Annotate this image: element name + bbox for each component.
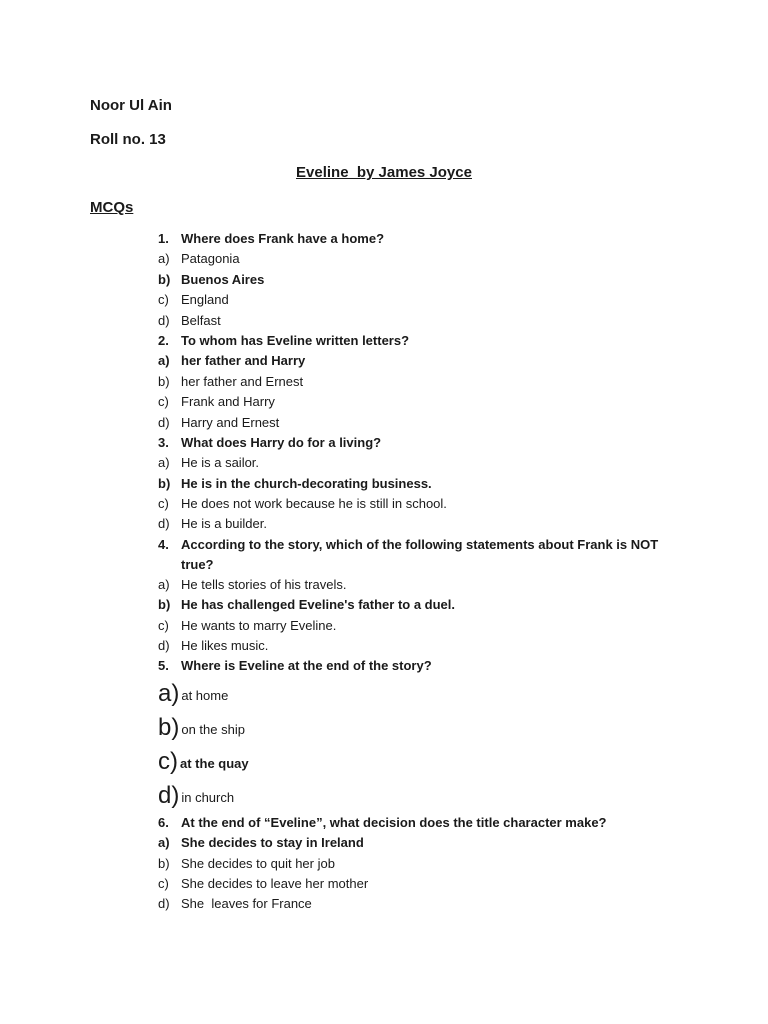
option-answer: b) Buenos Aires <box>158 271 265 287</box>
option: d) She leaves for France <box>158 896 312 912</box>
title-text: Eveline by James Joyce <box>296 164 472 181</box>
question-list <box>158 229 718 915</box>
question: 5. Where is Eveline at the end of the story? <box>158 658 432 674</box>
option: d) Belfast <box>158 312 221 328</box>
option: a) at home <box>158 679 229 707</box>
option: a) Patagonia <box>158 251 240 267</box>
option: c) Frank and Harry <box>158 394 275 410</box>
question: 3. What does Harry do for a living? <box>158 434 382 450</box>
option: c) He does not work because he is still in school. <box>158 496 447 512</box>
question: 2. To whom has Eveline written letters? <box>158 332 410 348</box>
option: b) She decides to quit her job <box>158 855 335 871</box>
question: 4. According to the story, which of the following statements about Frank is NOT true? <box>158 536 659 572</box>
question: 6. At the end of “Eveline”, what decision does the title character make? <box>158 814 607 830</box>
option: d) He likes music. <box>158 638 269 654</box>
option-answer: c) at the quay <box>158 747 249 775</box>
option: b) her father and Ernest <box>158 373 304 389</box>
option: c) He wants to marry Eveline. <box>158 617 337 633</box>
student-name: Noor Ul Ain <box>90 97 172 114</box>
option: b) on the ship <box>158 713 245 741</box>
option-answer: a) She decides to stay in Ireland <box>158 835 364 851</box>
option: a) He is a sailor. <box>158 455 260 471</box>
option: a) He tells stories of his travels. <box>158 576 347 592</box>
question: 1. Where does Frank have a home? <box>158 231 385 246</box>
option-answer: b) He is in the church-decorating business. <box>158 475 432 491</box>
option: d) He is a builder. <box>158 516 267 532</box>
document-title <box>0 164 768 181</box>
roll-number: Roll no. 13 <box>90 131 166 148</box>
option: c) England <box>158 292 229 308</box>
option-answer: a) her father and Harry <box>158 353 306 369</box>
option: c) She decides to leave her mother <box>158 875 369 891</box>
option: d) in church <box>158 781 235 809</box>
option-answer: b) He has challenged Eveline's father to a duel. <box>158 597 456 613</box>
section-heading: MCQs <box>90 199 134 216</box>
option: d) Harry and Ernest <box>158 414 280 430</box>
